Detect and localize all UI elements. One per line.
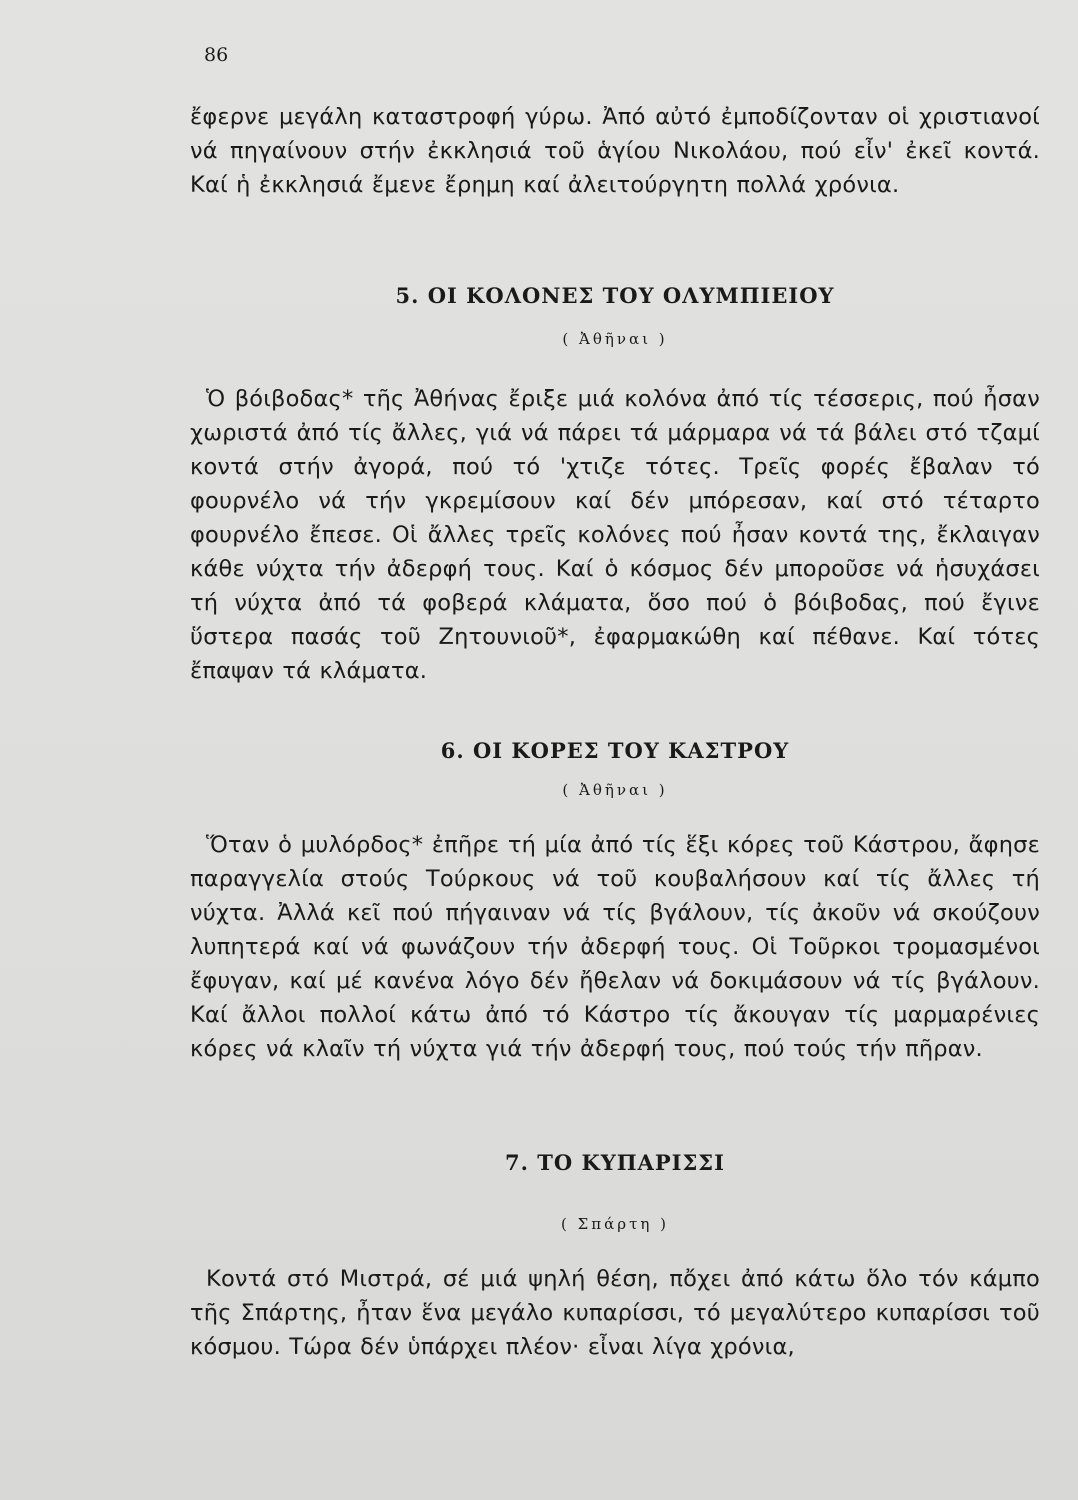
section-6-text-block — [190, 828, 1040, 1066]
section-7-text-block — [190, 1262, 1040, 1364]
section-6-place: ( Ἀθῆναι ) — [562, 781, 668, 799]
section-5-text-block — [190, 382, 1040, 688]
section-6-heading: 6. ΟΙ ΚΟΡΕΣ ΤΟΥ ΚΑΣΤΡΟΥ — [440, 738, 790, 763]
section-5-paragraph: Ὁ βόιβοδας* τῆς Ἀθήνας ἔριξε μιά κολόνα ἀπό τίς τέσσερις, πού ἦσαν χωριστά ἀπό τίς ἄλλες, γιά νά πάρει τά μάρμαρα νά τά βάλει στό τζαμί κοντά στήν ἀγορά, πού τό 'χτιζε τότες. Τρεῖς φορές ἔβαλαν τό φουρνέλο νά τήν γκρεμίσουν καί δέν μπόρεσαν, καί στό τέταρτο φουρνέλο ἔπεσε. Οἱ ἄλλες τρεῖς κολόνες πού ἦσαν κοντά της, ἔκλαιγαν κάθε νύχτα τήν ἀδερφή τους. Καί ὁ κόσμος δέν μποροῦσε νά ἡσυχάσει τή νύχτα ἀπό τά φοβερά κλάματα, ὅσο πού ὁ βόιβοδας, πού ἔγινε ὕστερα πασάς τοῦ Ζητουνιοῦ*, ἐφαρμακώθη καί πέθανε. Καί τότες ἔπαψαν τά κλάματα. — [190, 386, 1040, 684]
section-7-heading: 7. ΤΟ ΚΥΠΑΡΙΣΣΙ — [505, 1150, 725, 1175]
intro-text-block — [190, 100, 1040, 202]
section-7-place: ( Σπάρτη ) — [561, 1215, 669, 1233]
page-number: 86 — [204, 44, 229, 66]
section-6-paragraph: Ὅταν ὁ μυλόρδος* ἐπῆρε τή μία ἀπό τίς ἕξι κόρες τοῦ Κάστρου, ἄφησε παραγγελία στούς Τούρκους νά τοῦ κουβαλήσουν καί τίς ἄλλες τή νύχτα. Ἀλλά κεῖ πού πήγαιναν νά τίς βγάλουν, τίς ἀκοῦν νά σκούζουν λυπητερά καί νά φωνάζουν τήν ἀδερφή τους. Οἱ Τοῦρκοι τρομασμένοι ἔφυγαν, καί μέ κανένα λόγο δέν ἤθελαν νά δοκιμάσουν νά τίς βγάλουν. Καί ἄλλοι πολλοί κάτω ἀπό τό Κάστρο τίς ἄκουγαν τίς μαρμαρένιες κόρες νά κλαῖν τή νύχτα γιά τήν ἀδερφή τους, πού τούς τήν πῆραν. — [190, 832, 1040, 1062]
intro-paragraph: ἔφερνε μεγάλη καταστροφή γύρω. Ἀπό αὐτό ἐμποδίζονταν οἱ χριστιανοί νά πηγαίνουν στήν ἐκκλησιά τοῦ ἁγίου Νικολάου, πού εἶν' ἐκεῖ κοντά. Καί ἡ ἐκκλησιά ἔμενε ἔρημη καί ἀλειτούργητη πολλά χρόνια. — [190, 104, 1040, 198]
section-5-heading: 5. ΟΙ ΚΟΛΟΝΕΣ ΤΟΥ ΟΛΥΜΠΙΕΙΟΥ — [395, 283, 835, 308]
section-5-place: ( Ἀθῆναι ) — [562, 330, 668, 348]
section-7-paragraph: Κοντά στό Μιστρά, σέ μιά ψηλή θέση, πὄχει ἀπό κάτω ὅλο τόν κάμπο τῆς Σπάρτης, ἦταν ἕνα μεγάλο κυπαρίσσι, τό μεγαλύτερο κυπαρίσσι τοῦ κόσμου. Τώρα δέν ὑπάρχει πλέον· εἶναι λίγα χρόνια, — [190, 1266, 1040, 1360]
